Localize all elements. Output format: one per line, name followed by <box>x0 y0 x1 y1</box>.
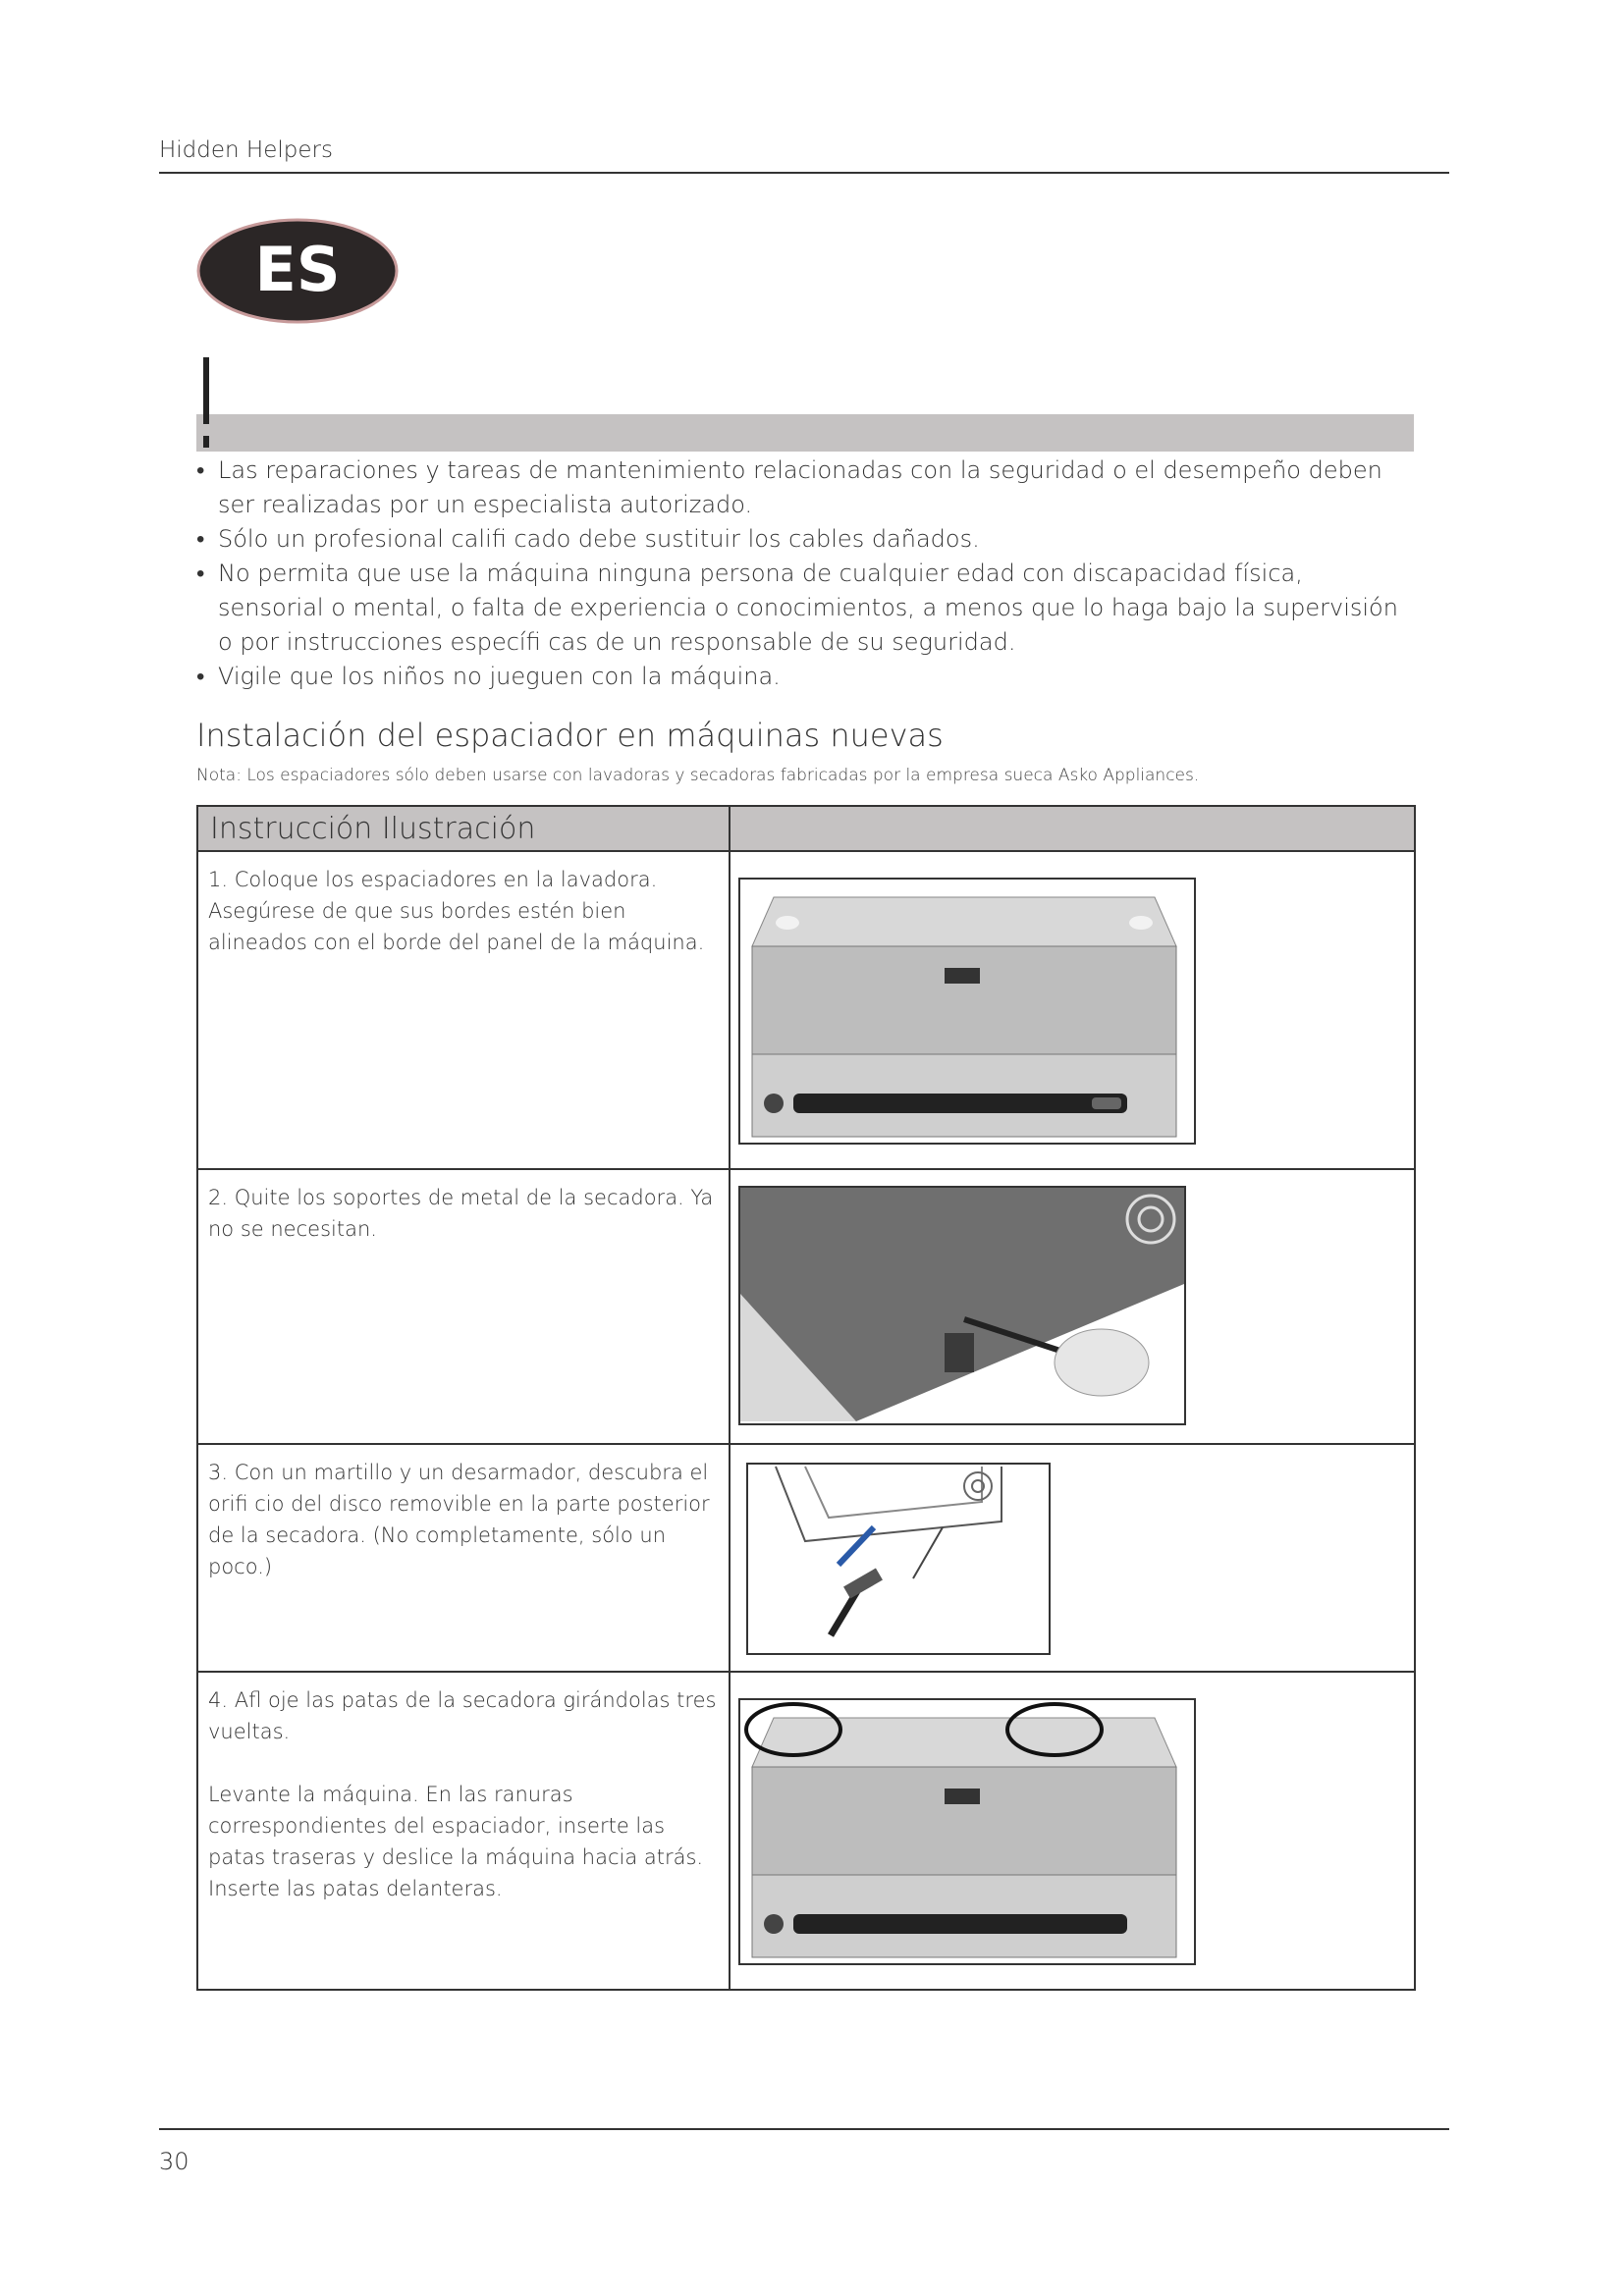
warning-item: • Vigile que los niños no jueguen con la máquina. <box>196 660 1414 694</box>
instruction-text: 4. Afl oje las patas de la secadora girándolas tres vueltas. <box>208 1688 717 1743</box>
table-row <box>197 1444 1415 1672</box>
footer-rule <box>159 2128 1449 2130</box>
table-row <box>197 1169 1415 1444</box>
instruction-cell <box>197 851 730 1169</box>
instruction-text: 3. Con un martillo y un desarmador, descubra el orifi cio del disco removible en la parte posterior de la secadora. (No completamente, sólo un poco.) <box>208 1461 710 1578</box>
table-header-left: Instrucción Ilustración <box>197 806 730 851</box>
warning-item: • Las reparaciones y tareas de mantenimiento relacionadas con la seguridad o el desempeño deben ser realizadas por un especialista autorizado. <box>196 454 1414 522</box>
illustration-cell <box>730 1169 1415 1444</box>
section-title: Instalación del espaciador en máquinas nuevas <box>196 717 944 754</box>
illustration-cell <box>730 851 1415 1169</box>
table-row <box>197 851 1415 1169</box>
instruction-table <box>196 805 1416 1991</box>
instruction-cell <box>197 1444 730 1672</box>
header-rule <box>159 172 1449 174</box>
washer-spacer-illustration <box>738 878 1196 1145</box>
knockout-illustration <box>746 1463 1051 1655</box>
instruction-cell <box>197 1672 730 1990</box>
table-row <box>197 1672 1415 1990</box>
instruction-text: Levante la máquina. En las ranuras correspondientes del espaciador, inserte las patas traseras y deslice la máquina hacia atrás. Inserte las patas delanteras. <box>208 1783 704 1900</box>
instruction-text: 2. Quite los soportes de metal de la secadora. Ya no se necesitan. <box>208 1186 714 1241</box>
running-header: Hidden Helpers <box>159 137 333 163</box>
illustration-cell <box>730 1672 1415 1990</box>
warning-bar <box>196 414 1414 452</box>
table-header-right <box>730 806 1415 851</box>
illustration-cell <box>730 1444 1415 1672</box>
bracket-removal-illustration <box>738 1186 1186 1425</box>
section-note: Nota: Los espaciadores sólo deben usarse con lavadoras y secadoras fabricadas por la empresa sueca Asko Appliances. <box>196 766 1200 785</box>
language-badge <box>196 218 399 324</box>
page-number: 30 <box>159 2148 189 2175</box>
exclamation-icon <box>196 355 216 454</box>
washer-spacer-feet-illustration <box>738 1698 1196 1965</box>
instruction-cell <box>197 1169 730 1444</box>
warning-item: • Sólo un profesional califi cado debe sustituir los cables dañados. <box>196 522 1414 557</box>
warning-list <box>196 454 1414 694</box>
warning-item: • No permita que use la máquina ninguna persona de cualquier edad con discapacidad física, sensorial o mental, o falta de experiencia o conocimientos, a menos que lo haga bajo la supervisión o por instrucciones específi cas de un responsable de su seguridad. <box>196 557 1414 660</box>
language-code: ES <box>254 234 341 305</box>
instruction-text: 1. Coloque los espaciadores en la lavadora. Asegúrese de que sus bordes estén bien alineados con el borde del panel de la máquina. <box>208 868 705 954</box>
